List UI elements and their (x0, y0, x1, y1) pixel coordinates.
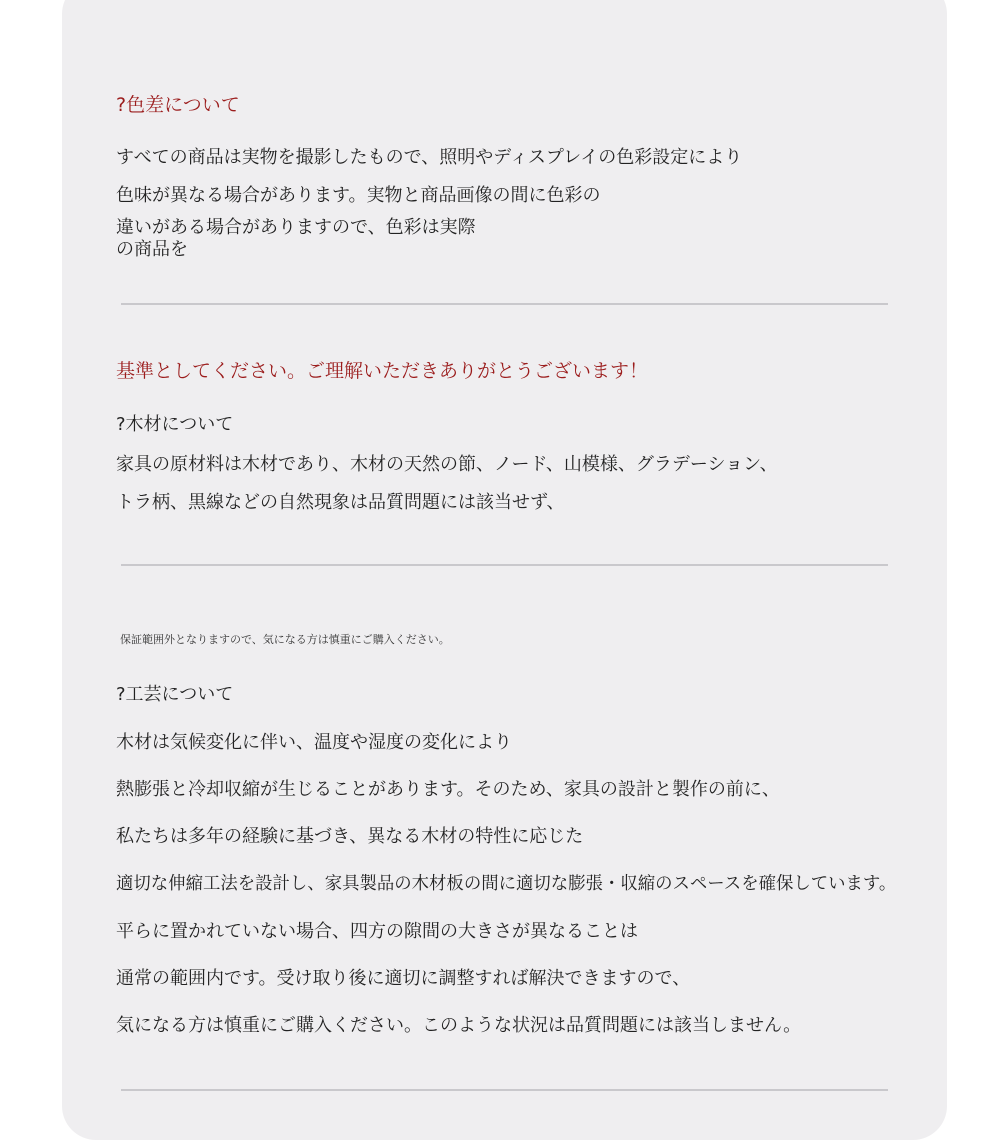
craft-section-line: 私たちは多年の経験に基づき、異なる木材の特性に応じた (116, 826, 584, 847)
craft-section-line: 気になる方は慎重にご購入ください。このような状況は品質問題には該当しません。 (116, 1015, 802, 1036)
divider (121, 1089, 888, 1091)
small-note: 保証範囲外となりますので、気になる方は慎重にご購入ください。 (120, 633, 450, 646)
craft-section-line: 熱膨張と冷却収縮が生じることがあります。そのため、家具の設計と製作の前に、 (116, 779, 780, 800)
divider (121, 303, 888, 305)
color-section-line: の商品を (116, 239, 188, 260)
divider (121, 564, 888, 566)
craft-section-line: 通常の範囲内です。受け取り後に適切に調整すれば解決できますので、 (116, 968, 691, 989)
craft-section-heading: ?工芸について (116, 684, 234, 705)
wood-section-line: トラ柄、黒線などの自然現象は品質問題には該当せず、 (116, 492, 565, 513)
craft-section-line: 適切な伸縮工法を設計し、家具製品の木材板の間に適切な膨張・収縮のスペースを確保しています。 (116, 874, 897, 894)
craft-section-line: 平らに置かれていない場合、四方の隙間の大きさが異なることは (116, 921, 638, 942)
wood-section-line: 家具の原材料は木材であり、木材の天然の節、ノード、山模様、グラデーション、 (116, 454, 778, 475)
color-section-line: 色味が異なる場合があります。実物と商品画像の間に色彩の (116, 185, 601, 206)
craft-section-line: 木材は気候変化に伴い、温度や湿度の変化により (116, 732, 512, 753)
color-section-heading: ?色差について (116, 94, 240, 116)
wood-section-heading: ?木材について (116, 414, 234, 435)
color-section-line: 違いがある場合がありますので、色彩は実際 (116, 217, 476, 238)
color-section-line: すべての商品は実物を撮影したもので、照明やディスプレイの色彩設定により (116, 147, 743, 168)
red-note: 基準としてください。ご理解いただきありがとうございます！ (116, 360, 649, 382)
